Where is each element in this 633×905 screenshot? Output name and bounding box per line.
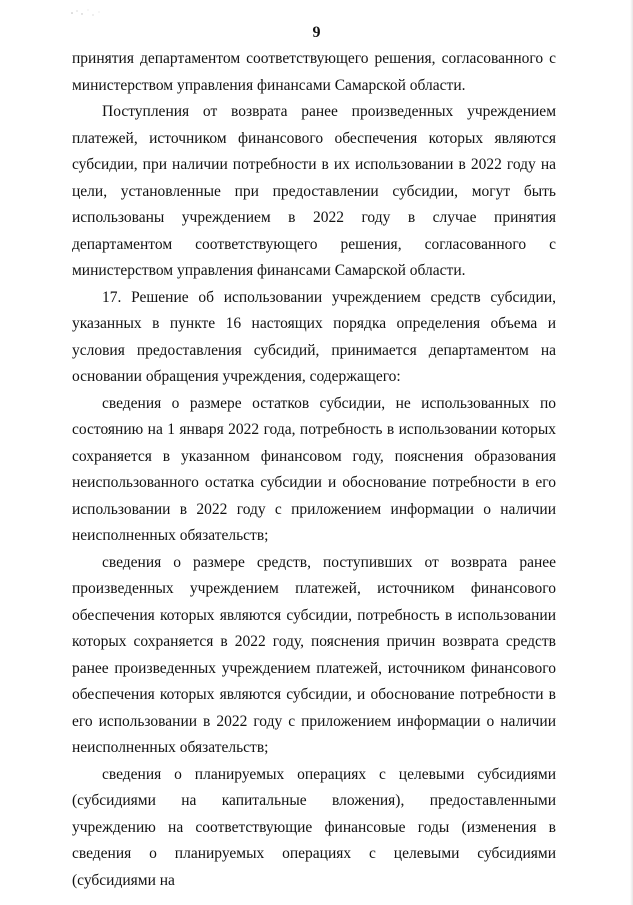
paragraph-continuation: принятия департаментом соответствующего решения, согласованного с министерством управления финансами Самарской области. xyxy=(72,50,556,94)
paragraph-refunds: Поступления от возврата ранее произведенных учреждением платежей, источником финансового обеспечения которых являются субсидии, при наличии потребности в их использовании в 2022 году на цели, установленные при предоставлении субсидии, могут быть использованы учреждением в 2022 году в случае принятия департаментом соответствующего решения, согласованного с министерством управления финансами Самарской области. xyxy=(72,103,556,279)
document-body xyxy=(72,46,556,894)
paragraph-planned-operations-info: сведения о планируемых операциях с целевыми субсидиями (субсидиями на капитальные вложения), предоставленными учреждению на соответствующие финансовые годы (изменения в сведения о планируемых операциях с целевыми субсидиями (субсидиями на xyxy=(72,765,556,889)
paragraph-subsidy-balance-info: сведения о размере остатков субсидии, не использованных по состоянию на 1 января 2022 года, потребность в использовании которых сохраняется в указанном финансовом году, пояснения образования неиспользованного остатка субсидии и обоснование потребности в его использовании в 2022 году с приложением информации о наличии неисполненных обязательств; xyxy=(72,394,556,544)
scan-artifact-icon xyxy=(68,6,108,20)
paragraph-refund-funds-info: сведения о размере средств, поступивших от возврата ранее произведенных учреждением платежей, источником финансового обеспечения которых являются субсидии, потребность в использовании которых сохраняется в 2022 году, пояснения причин возврата средств ранее произведенных учреждением платежей, источником финансового обеспечения которых являются субсидии, и обоснование потребности в его использовании в 2022 году с приложением информации о наличии неисполненных обязательств; xyxy=(72,553,556,756)
paragraph-item-17: 17. Решение об использовании учреждением средств субсидии, указанных в пункте 16 настоящих порядка определения объема и условия предоставления субсидий, принимается департаментом на основании обращения учреждения, содержащего: xyxy=(72,288,556,385)
page-number: 9 xyxy=(312,24,321,41)
